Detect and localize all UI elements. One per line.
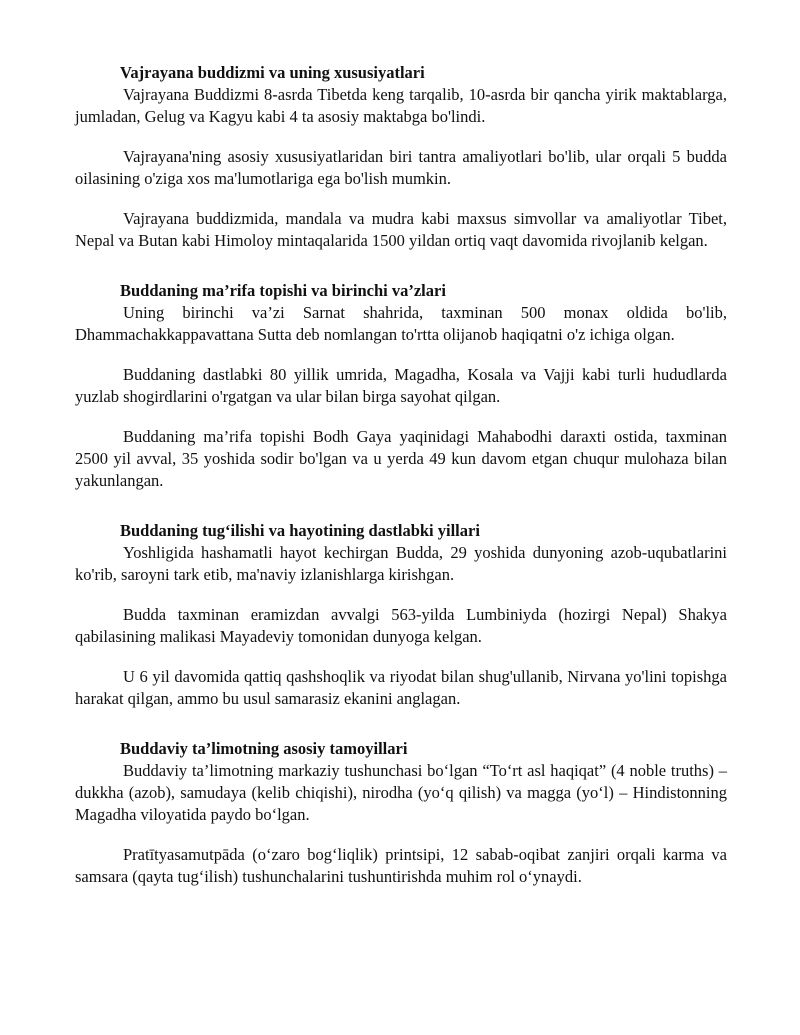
paragraph: Pratītyasamutpāda (o‘zaro bog‘liqlik) printsipi, 12 sabab-oqibat zanjiri orqali karma va samsara (qayta tug‘ilish) tushunchalarini tushuntirishda muhim rol o‘ynaydi. xyxy=(75,845,727,886)
paragraph: Uning birinchi va’zi Sarnat shahrida, taxminan 500 monax oldida bo'lib, Dhammachakkappavattana Sutta deb nomlangan to'rtta olijanob haqiqatni o'z ichiga olgan. xyxy=(75,303,727,344)
section-heading: Buddaviy ta’limotning asosiy tamoyillari xyxy=(120,739,408,758)
paragraph: Vajrayana Buddizmi 8-asrda Tibetda keng tarqalib, 10-asrda bir qancha yirik maktablarga, jumladan, Gelug va Kagyu kabi 4 ta asosiy maktabga bo'lindi. xyxy=(75,85,727,126)
paragraph: Budda taxminan eramizdan avvalgi 563-yilda Lumbiniyda (hozirgi Nepal) Shakya qabilasining malikasi Mayadeviy tomonidan dunyoga kelgan. xyxy=(75,605,727,646)
section-birth xyxy=(75,520,727,710)
section-principles xyxy=(75,738,727,888)
paragraph: U 6 yil davomida qattiq qashshoqlik va riyodat bilan shug'ullanib, Nirvana yo'lini topishga harakat qilgan, ammo bu usul samarasiz ekanini anglagan. xyxy=(75,667,727,708)
paragraph: Yoshligida hashamatli hayot kechirgan Budda, 29 yoshida dunyoning azob-uqubatlarini ko'rib, saroyni tark etib, ma'naviy izlanishlarga kirishgan. xyxy=(75,543,727,584)
paragraph: Vajrayana'ning asosiy xususiyatlaridan biri tantra amaliyotlari bo'lib, ular orqali 5 budda oilasining o'ziga xos ma'lumotlariga ega bo'lish mumkin. xyxy=(75,147,727,188)
paragraph: Vajrayana buddizmida, mandala va mudra kabi maxsus simvollar va amaliyotlar Tibet, Nepal va Butan kabi Himoloy mintaqalarida 1500 yildan ortiq vaqt davomida rivojlanib kelgan. xyxy=(75,209,727,250)
section-heading: Buddaning tug‘ilishi va hayotining dastlabki yillari xyxy=(120,521,480,540)
section-vajrayana xyxy=(75,62,727,252)
document-page xyxy=(75,62,727,906)
section-heading: Vajrayana buddizmi va uning xususiyatlari xyxy=(120,63,425,82)
section-heading: Buddaning ma’rifa topishi va birinchi va’zlari xyxy=(120,281,446,300)
paragraph: Buddaviy ta’limotning markaziy tushunchasi bo‘lgan “To‘rt asl haqiqat” (4 noble truths) – dukkha (azob), samudaya (kelib chiqishi), nirodha (yo‘q qilish) va magga (yo‘l) – Hindistonning Magadha viloyatida paydo bo‘lgan. xyxy=(75,761,727,824)
paragraph: Buddaning dastlabki 80 yillik umrida, Magadha, Kosala va Vajji kabi turli hududlarda yuzlab shogirdlarini o'rgatgan va ular bilan birga sayohat qilgan. xyxy=(75,365,727,406)
paragraph: Buddaning ma’rifa topishi Bodh Gaya yaqinidagi Mahabodhi daraxti ostida, taxminan 2500 yil avval, 35 yoshida sodir bo'lgan va u yerda 49 kun davom etgan chuqur mulohaza bilan yakunlangan. xyxy=(75,427,727,490)
section-enlightenment xyxy=(75,280,727,492)
